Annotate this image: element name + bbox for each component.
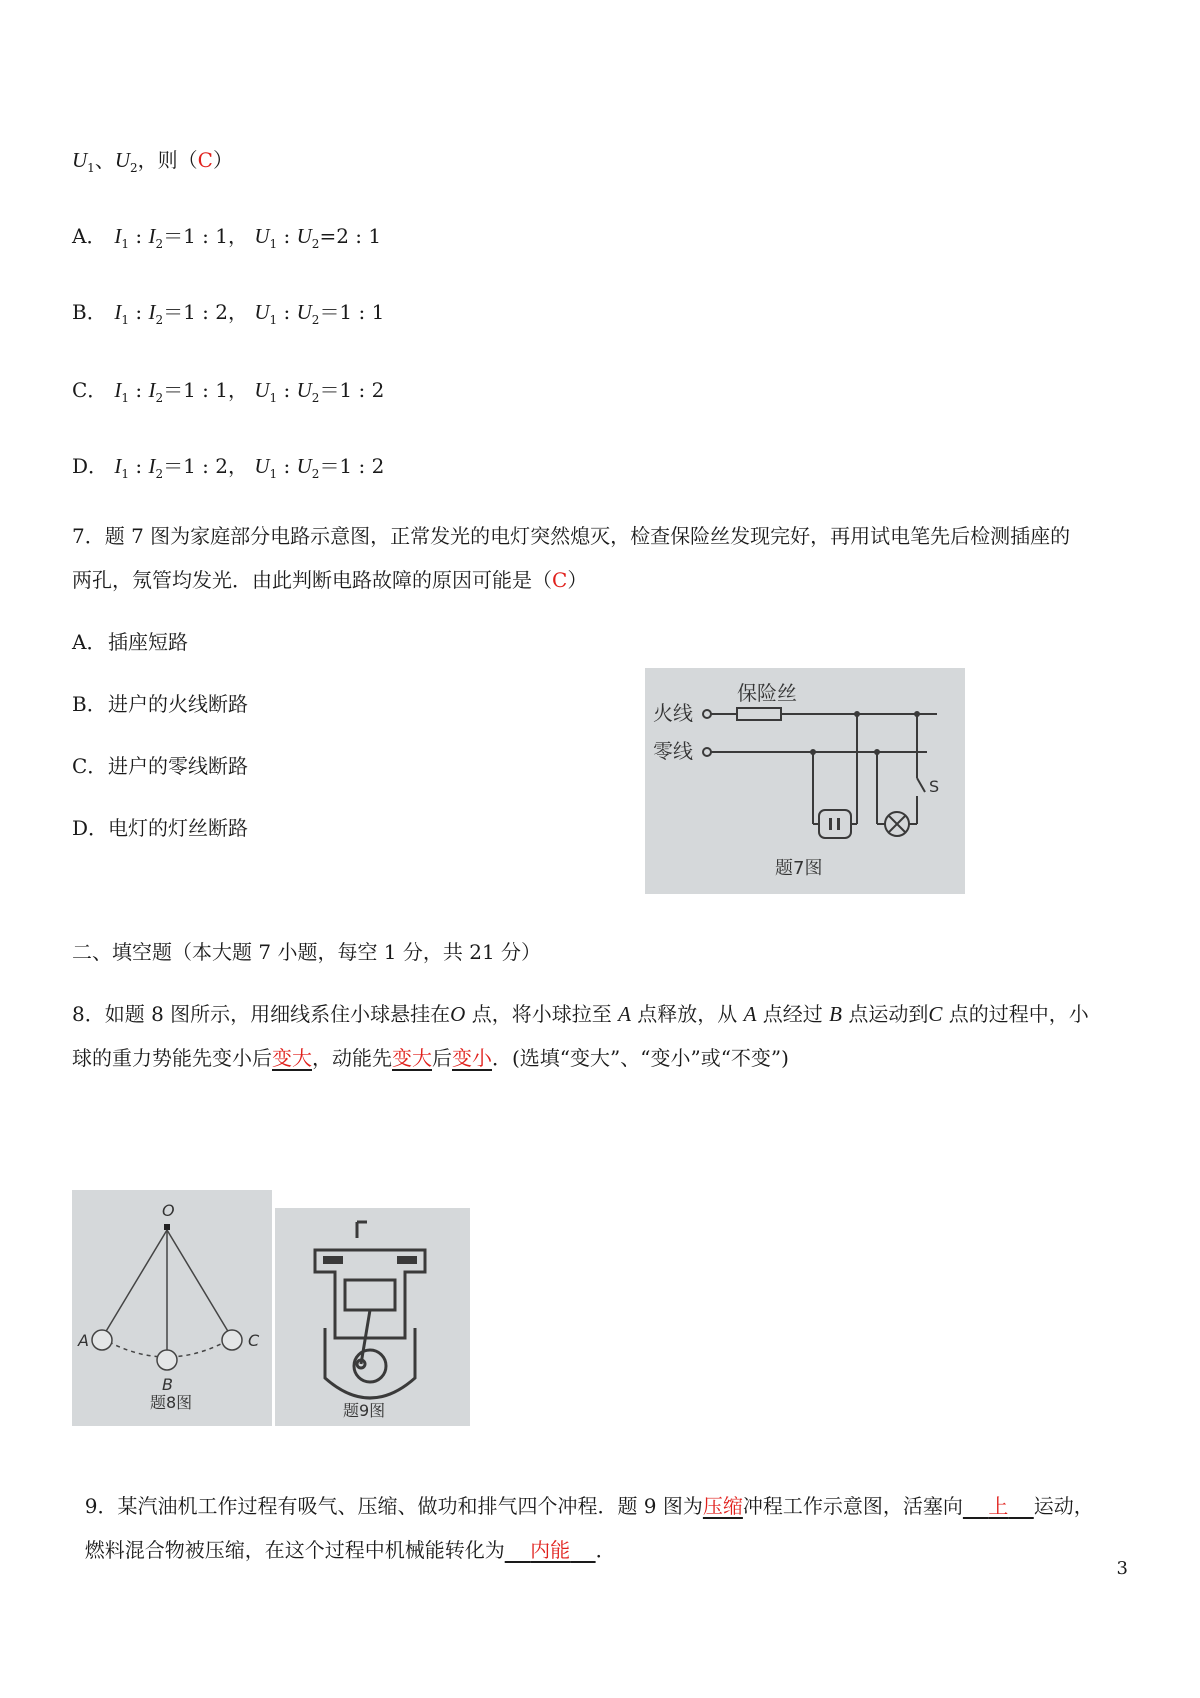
q8-answer-3: 变小 <box>452 1046 492 1070</box>
label-C: C <box>248 1331 260 1350</box>
q6-option-c: C． $I_1$ : $I_2=1$ : 1， $U_1$ : $U_2=1$ : 2 <box>72 378 385 405</box>
q7-option-a: A．插座短路 <box>72 630 188 654</box>
fuse-label: 保险丝 <box>737 681 797 705</box>
q6-option-b: B． $I_1$ : $I_2=1$ : 2， $U_1$ : $U_2=1$ : 1 <box>72 300 385 327</box>
q7-option-c: C．进户的零线断路 <box>72 754 248 778</box>
q7-option-d: D．电灯的灯丝断路 <box>72 816 248 840</box>
q7-answer: C <box>552 568 568 592</box>
q7-stem-line1: 7．题 7 图为家庭部分电路示意图，正常发光的电灯突然熄灭，检查保险丝发现完好，再用试电笔先后检测插座的 <box>72 524 1071 548</box>
live-wire-label: 火线 <box>653 701 693 725</box>
engine-diagram <box>275 1208 470 1426</box>
label-B: B <box>162 1375 173 1394</box>
q9-answer-2: 上 <box>988 1494 1009 1518</box>
figure-7-circuit <box>645 668 965 894</box>
figure-7-caption: 题7图 <box>775 858 823 879</box>
q8-stem-line2: 球的重力势能先变小后变大，动能先变大后变小．(选填“变大”、“变小”或“不变”) <box>72 1046 789 1070</box>
q6-option-a: A． $I_1$ : $I_2=1$ : 1， $U_1$ : $U_2=2$ : 1 <box>72 224 382 251</box>
circuit-diagram <box>645 668 965 894</box>
q9-stem-line2: 燃料混合物被压缩，在这个过程中机械能转化为 内能 ． <box>84 1538 616 1562</box>
figure-9-engine <box>275 1208 470 1426</box>
q8-answer-1: 变大 <box>272 1046 312 1070</box>
label-O: O <box>162 1201 175 1220</box>
figure-8-caption: 题8图 <box>150 1393 193 1412</box>
q6-option-d: D． $I_1$ : $I_2=1$ : 2， $U_1$ : $U_2=1$ : 2 <box>72 454 385 481</box>
q7-option-b: B．进户的火线断路 <box>72 692 248 716</box>
q8-stem-line1: 8．如题 8 图所示，用细线系住小球悬挂在O 点，将小球拉至 A 点释放，从 A 点经过 B 点运动到C 点的过程中，小 <box>72 1002 1089 1026</box>
pendulum-diagram <box>72 1190 272 1426</box>
figure-9-caption: 题9图 <box>343 1401 386 1420</box>
neutral-wire-label: 零线 <box>653 739 693 763</box>
q6-answer: C <box>197 148 213 172</box>
q7-stem-line2: 两孔，氖管均发光．由此判断电路故障的原因可能是（C） <box>72 568 588 592</box>
label-A: A <box>78 1331 89 1350</box>
figure-8-pendulum <box>72 1190 272 1426</box>
page-number: 3 <box>1116 1558 1128 1579</box>
section-2-title: 二、填空题（本大题 7 小题，每空 1 分，共 21 分） <box>72 940 542 964</box>
switch-label: S <box>929 777 940 796</box>
q6-stem-tail: $U_1$、$U_2$，则（C） <box>72 148 233 175</box>
q9-answer-3: 内能 <box>530 1538 571 1562</box>
q8-answer-2: 变大 <box>392 1046 432 1070</box>
q9-answer-1: 压缩 <box>702 1494 743 1518</box>
q9-stem-line1: 9．某汽油机工作过程有吸气、压缩、做功和排气四个冲程．题 9 图为压缩冲程工作示意图，活塞向 上 运动， <box>84 1494 1094 1518</box>
